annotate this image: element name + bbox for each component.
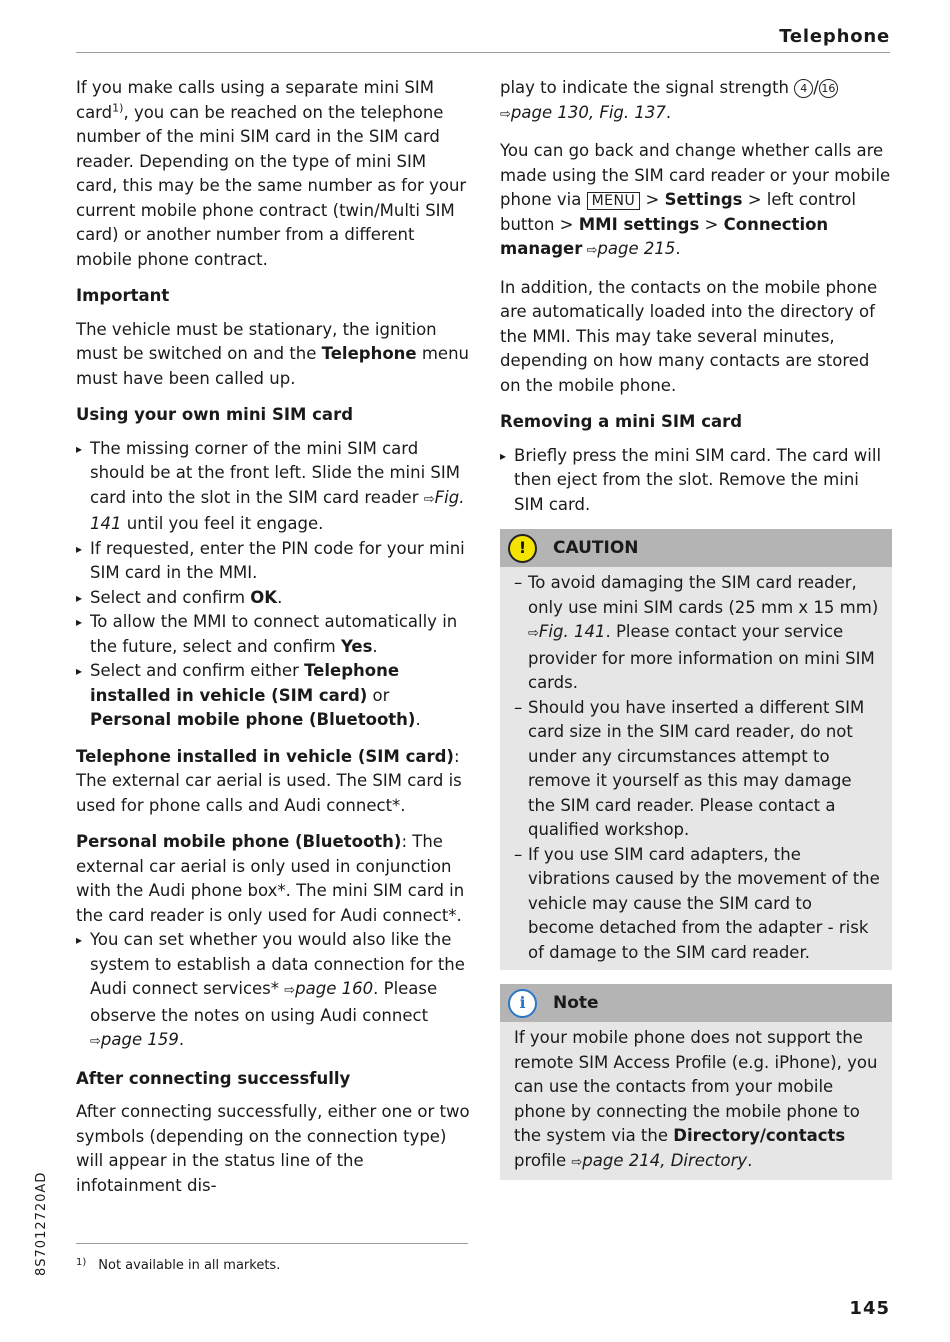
- control-button-text: left control button: [500, 190, 856, 234]
- removing-heading: Removing a mini SIM card: [500, 412, 743, 431]
- caution-list: [514, 571, 882, 965]
- step-text-cont: .: [372, 636, 378, 656]
- page-reference-link[interactable]: page 215: [597, 239, 676, 258]
- mmi-settings-term: MMI settings: [578, 214, 700, 234]
- step-text-cont: until you feel it engage.: [121, 514, 324, 533]
- figure-reference-link[interactable]: Fig. 141: [538, 622, 606, 641]
- step-item: [76, 437, 470, 537]
- contacts-paragraph: In addition, the contacts on the mobile phone are automatically loaded into the directory of the MMI. This may take several minutes, depending on how many contacts are stored on the mobile phone.: [500, 277, 878, 395]
- caution-item: [514, 571, 882, 696]
- footnote-divider: [76, 1243, 468, 1244]
- arrow-icon: ⇨: [571, 1154, 583, 1170]
- intro-text-cont: , you can be reached on the telephone number of the mini SIM card in the SIM card reader. Depending on the type of mini SIM card, this may be the same number as for your current mobile phone contract (twin/Multi SIM card) or another number from a different mobile phone contract.: [76, 102, 467, 269]
- installed-term: Telephone installed in vehicle (SIM card): [76, 746, 454, 766]
- page-reference-link[interactable]: page 214, Directory: [582, 1150, 748, 1170]
- change-text-end: .: [675, 239, 681, 258]
- change-text: You can go back and change whether calls are made using the SIM card reader or your mobile phone via: [500, 141, 891, 209]
- separator: >: [640, 190, 665, 209]
- info-icon: i: [508, 989, 537, 1018]
- arrow-icon: ⇨: [582, 243, 598, 258]
- removing-steps: [500, 444, 892, 518]
- note-title: Note: [553, 992, 599, 1013]
- ok-term: OK: [250, 587, 278, 607]
- left-column: [76, 76, 470, 1210]
- step-item: ▸ Briefly press the mini SIM card. The card will then eject from the slot. Remove the mini SIM card.: [500, 444, 892, 518]
- personal-term: Personal mobile phone (Bluetooth): [76, 832, 402, 851]
- important-text: The vehicle must be stationary, the ignition must be switched on and the: [76, 319, 437, 363]
- step-item: ▸ If requested, enter the PIN code for your mini SIM card in the MMI.: [76, 537, 470, 586]
- note-paragraph: [514, 1026, 882, 1175]
- caution-text-cont: . Please contact your service provider for more information on mini SIM cards.: [528, 622, 875, 692]
- step-text-cont: .: [277, 587, 283, 607]
- section-title: Telephone: [779, 26, 890, 47]
- step-item: [76, 659, 470, 733]
- telephone-term: Telephone: [321, 344, 417, 363]
- important-heading: Important: [76, 286, 170, 305]
- right-column: [500, 76, 892, 1194]
- separator: >: [742, 190, 767, 209]
- footnote: [76, 1254, 280, 1275]
- step-text-end: .: [178, 1030, 185, 1049]
- installed-paragraph: [76, 745, 470, 819]
- arrow-icon: ⇨: [423, 491, 435, 507]
- continued-paragraph: [500, 76, 892, 127]
- installed-text: : The external car aerial is used. The SIM card is used for phone calls and Audi connect*.: [76, 746, 462, 815]
- step-text: Select and confirm either: [90, 661, 305, 680]
- step-text-or: or: [367, 685, 390, 705]
- menu-button-label: MENU: [587, 192, 641, 210]
- step-item: [76, 928, 470, 1055]
- step-item: [76, 586, 470, 611]
- page-reference-link[interactable]: page 160: [295, 979, 374, 998]
- step-text: To allow the MMI to connect automatically in the future, select and confirm: [90, 612, 458, 656]
- caution-title: CAUTION: [553, 537, 639, 558]
- footnote-text: Not available in all markets.: [98, 1258, 281, 1273]
- caution-text: To avoid damaging the SIM card reader, only use mini SIM cards (25 mm x 15 mm): [528, 573, 879, 617]
- header-divider: [76, 52, 890, 53]
- footnote-mark: 1): [76, 1257, 87, 1268]
- after-paragraph: After connecting successfully, either one or two symbols (depending on the connection type) will appear in the status line of the infotainment dis-: [76, 1102, 470, 1195]
- after-heading: After connecting successfully: [76, 1068, 351, 1088]
- change-paragraph: [500, 139, 892, 264]
- arrow-icon: ⇨: [500, 106, 511, 122]
- personal-text: : The external car aerial is only used in conjunction with the Audi phone box*. The mini SIM card in the card reader is only used for Audi connect*.: [76, 832, 465, 925]
- bluetooth-option-term: Personal mobile phone (Bluetooth): [90, 710, 416, 729]
- arrow-icon: ⇨: [284, 983, 296, 998]
- caution-icon: !: [508, 534, 537, 563]
- caution-item: – If you use SIM card adapters, the vibrations caused by the movement of the vehicle may cause the SIM card to become detached from the adapter - risk of damage to the SIM card reader.: [514, 843, 882, 966]
- sim-option-term: Telephone installed in vehicle (SIM card): [90, 661, 400, 705]
- step-text-end: .: [415, 710, 421, 729]
- yes-term: Yes: [340, 636, 373, 656]
- personal-paragraph: [76, 830, 470, 928]
- intro-paragraph: [76, 76, 470, 272]
- footnote-reference: 1): [112, 101, 124, 114]
- important-text-cont: menu must have been called up.: [76, 344, 469, 388]
- note-text-end: .: [747, 1150, 753, 1170]
- slash-separator: /: [813, 78, 819, 97]
- page-reference-link[interactable]: page 130, Fig. 137: [510, 102, 666, 122]
- step-text: Select and confirm: [90, 587, 251, 607]
- caution-body: [500, 567, 892, 970]
- own-sim-steps: [76, 437, 470, 733]
- page-reference-link[interactable]: page 159: [100, 1030, 179, 1049]
- number-16-icon: 16: [819, 79, 838, 98]
- arrow-icon: ⇨: [528, 626, 539, 641]
- connection-manager-term: Connection manager: [500, 214, 829, 258]
- intro-text: If you make calls using a separate mini SIM card: [76, 78, 435, 122]
- note-text: If your mobile phone does not support the remote SIM Access Profile (e.g. iPhone), you can use the contacts from your mobile phone by connecting the mobile phone to the system via the: [514, 1028, 878, 1145]
- continued-text: play to indicate the signal strength: [500, 78, 795, 97]
- note-box: [500, 984, 892, 1180]
- note-header: [500, 984, 892, 1022]
- step-item: [76, 610, 470, 659]
- step-text: You can set whether you would also like the system to establish a data connection for the Audi connect services*: [90, 930, 465, 998]
- own-sim-heading: Using your own mini SIM card: [76, 405, 354, 424]
- number-4-icon: 4: [794, 79, 813, 98]
- note-body: [500, 1022, 892, 1180]
- settings-term: Settings: [664, 190, 743, 209]
- caution-header: [500, 529, 892, 567]
- separator: >: [699, 214, 724, 234]
- caution-box: [500, 529, 892, 970]
- directory-contacts-term: Directory/contacts: [673, 1126, 846, 1145]
- caution-item: – Should you have inserted a different SIM card size in the SIM card reader, do not under any circumstances attempt to remove it yourself as this may damage the SIM card reader. Please contact a qualified workshop.: [514, 696, 882, 843]
- step-text-cont: . Please observe the notes on using Audi connect: [90, 979, 438, 1025]
- step-text: The missing corner of the mini SIM card should be at the front left. Slide the mini SIM card into the slot in the SIM card reader: [90, 438, 460, 507]
- important-paragraph: [76, 318, 470, 392]
- data-connection-steps: [76, 928, 470, 1055]
- arrow-icon: ⇨: [90, 1034, 101, 1049]
- document-code: 8S7012720AD: [34, 1171, 49, 1276]
- continued-text-end: .: [665, 102, 672, 122]
- separator: >: [554, 214, 579, 234]
- page-number: 145: [849, 1298, 890, 1319]
- note-text-cont: profile: [514, 1150, 572, 1170]
- figure-reference-link[interactable]: Fig. 141: [90, 487, 465, 533]
